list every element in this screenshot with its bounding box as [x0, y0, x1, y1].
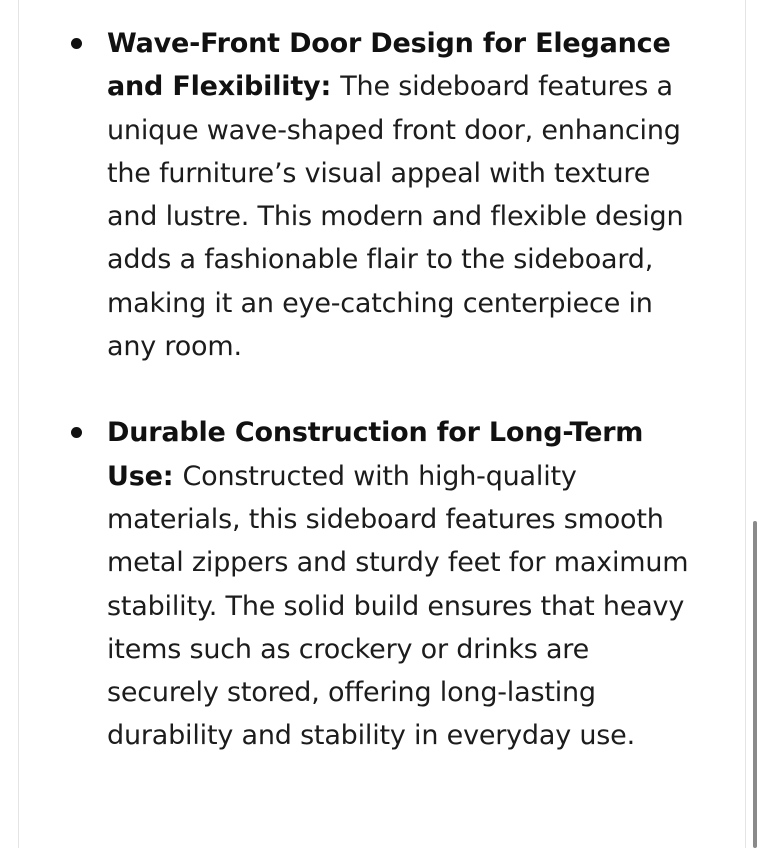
feature-description: The sideboard features a unique wave-shaped front door, enhancing the furniture’s visual appeal with texture and lustre. This modern and flexible design adds a fashionable flair to the sideboard, making it an eye-catching centerpiece in any room.	[107, 71, 684, 363]
feature-list	[107, 22, 707, 801]
feature-title: Durable Construction for Long-Term Use:	[107, 417, 644, 492]
product-description-panel	[18, 0, 746, 848]
feature-item-durable-construction	[107, 411, 707, 757]
feature-item-wave-front-door	[107, 22, 707, 368]
scrollbar-thumb[interactable]	[753, 521, 757, 848]
bullet-icon	[71, 38, 82, 49]
feature-description: Constructed with high-quality materials, this sideboard features smooth metal zippers and sturdy feet for maximum stability. The solid build ensures that heavy items such as crockery or drinks are securely stored, offering long-lasting durability and stability in everyday use.	[107, 460, 689, 752]
feature-title: Wave-Front Door Design for Elegance and Flexibility:	[107, 28, 671, 103]
vertical-scrollbar[interactable]	[746, 0, 768, 848]
bullet-icon	[71, 427, 82, 438]
